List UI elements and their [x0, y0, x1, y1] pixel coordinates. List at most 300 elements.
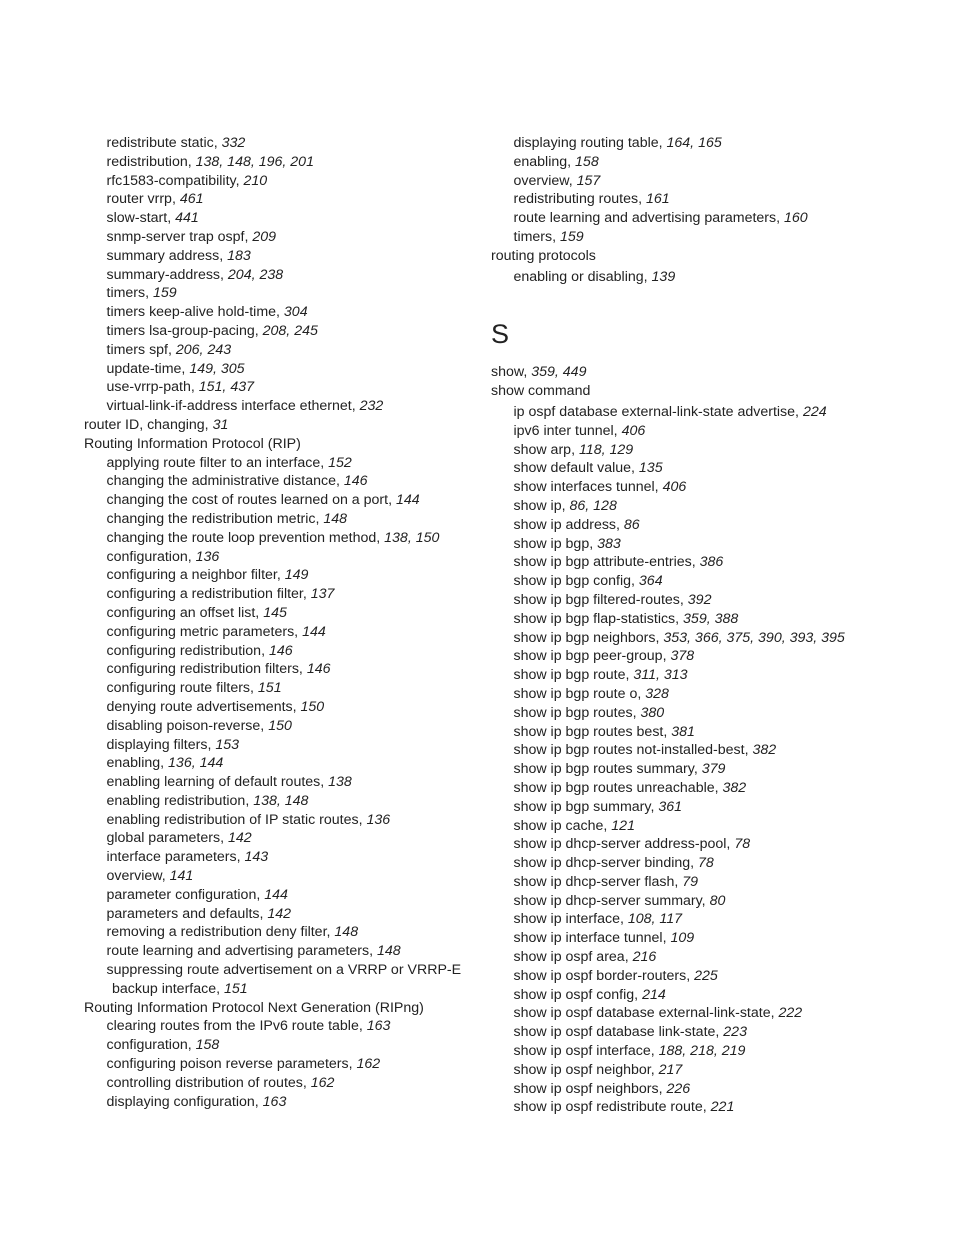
entry-term: redistribute static: [106, 135, 214, 151]
entry-term: show ip ospf redistribute route: [513, 1099, 703, 1116]
entry-page-numbers[interactable]: 144: [395, 492, 420, 509]
entry-page-numbers[interactable]: 222: [778, 1005, 803, 1022]
index-sub-entry: [84, 660, 474, 679]
entry-page-numbers[interactable]: 78: [698, 855, 714, 872]
entry-term: use-vrrp-path: [106, 379, 191, 396]
entry-separator: ,: [675, 610, 684, 627]
entry-page-numbers[interactable]: 311, 313: [633, 667, 688, 684]
index-sub-entry: [84, 247, 474, 266]
entry-term: changing the route loop prevention method: [106, 529, 377, 546]
entry-page-numbers[interactable]: 461: [179, 191, 204, 208]
entry-separator: ,: [298, 661, 307, 678]
index-sub-entry: [84, 623, 474, 642]
index-sub-entry: [491, 666, 891, 685]
entry-page-numbers[interactable]: 353, 366, 375, 390, 393, 395: [663, 629, 845, 646]
entry-page-numbers[interactable]: 232: [359, 398, 384, 415]
entry-separator: ,: [190, 379, 199, 396]
index-sub-entry: [84, 360, 474, 379]
section-letter-heading: S: [491, 319, 510, 350]
entry-term: timers keep-alive hold-time: [106, 304, 277, 321]
entry-separator: ,: [662, 930, 671, 947]
entry-separator: ,: [219, 247, 228, 264]
entry-page-numbers[interactable]: 406: [621, 422, 646, 439]
entry-page-numbers[interactable]: 225: [694, 967, 718, 984]
index-sub-entry: [84, 397, 474, 416]
index-sub-entry: [84, 942, 474, 961]
entry-separator: ,: [187, 153, 196, 170]
index-sub-entry: [491, 854, 891, 873]
entry-page-numbers[interactable]: 224: [802, 403, 827, 420]
entry-page-numbers[interactable]: 328: [645, 685, 669, 702]
index-sub-entry: [491, 967, 891, 986]
entry-separator: ,: [220, 266, 228, 283]
entry-separator: ,: [701, 892, 710, 909]
entry-page-numbers[interactable]: 378: [670, 648, 695, 665]
entry-page-numbers[interactable]: 160: [784, 210, 808, 227]
entry-term: show ip dhcp-server binding: [513, 855, 691, 872]
index-sub-entry: [491, 535, 891, 554]
entry-separator: ,: [567, 153, 576, 170]
entry-page-numbers[interactable]: 158: [195, 1037, 220, 1054]
entry-page-numbers[interactable]: 80: [709, 892, 726, 909]
index-main-entry: [491, 363, 891, 382]
entry-separator: ,: [256, 886, 265, 903]
entry-term: configuration: [106, 548, 188, 565]
entry-term: show ip dhcp-server summary: [513, 892, 702, 909]
entry-separator: ,: [650, 1043, 659, 1060]
index-sub-entry: [84, 548, 474, 567]
entry-page-numbers[interactable]: 164, 165: [666, 135, 722, 151]
entry-term: snmp-server trap ospf: [106, 228, 245, 245]
index-sub-entry: [84, 980, 474, 999]
index-sub-entry: [491, 741, 891, 760]
entry-separator: ,: [302, 586, 311, 603]
entry-separator: ,: [568, 172, 577, 189]
entry-term: enabling or disabling: [513, 268, 644, 285]
entry-page-numbers[interactable]: 382: [722, 779, 747, 796]
entry-term: show ip bgp routes: [513, 704, 633, 721]
entry-page-numbers[interactable]: 208, 245: [262, 322, 318, 339]
entry-term: configuring poison reverse parameters: [106, 1056, 349, 1073]
index-sub-entry: [491, 591, 891, 610]
entry-term: show ip ospf interface: [513, 1043, 651, 1060]
entry-separator: ,: [632, 704, 641, 721]
entry-term: show default value: [513, 460, 632, 477]
entry-page-numbers[interactable]: 146: [343, 473, 368, 490]
entry-page-numbers[interactable]: 136: [366, 811, 391, 828]
index-column-right: [491, 134, 891, 1117]
entry-page-numbers[interactable]: 210: [243, 172, 268, 189]
entry-term: configuration: [106, 1037, 188, 1054]
entry-page-numbers[interactable]: 141: [169, 868, 194, 885]
index-sub-entry: [491, 516, 891, 535]
entry-separator: ,: [358, 811, 367, 828]
entry-term: show interfaces tunnel: [513, 479, 655, 496]
entry-term: configuring metric parameters: [106, 623, 295, 640]
entry-page-numbers[interactable]: 79: [682, 873, 699, 890]
entry-term: configuring a redistribution filter: [106, 586, 303, 603]
entry-page-numbers[interactable]: 150: [300, 698, 325, 715]
entry-page-numbers[interactable]: 216: [632, 949, 657, 966]
entry-term: show ip bgp summary: [513, 798, 651, 815]
index-sub-entry: [491, 209, 891, 228]
entry-separator: ,: [561, 497, 570, 514]
entry-term: overview: [106, 868, 162, 885]
entry-page-numbers[interactable]: 382: [752, 742, 777, 759]
entry-page-numbers[interactable]: 162: [310, 1074, 335, 1091]
entry-separator: ,: [260, 717, 269, 734]
entry-page-numbers[interactable]: 361: [658, 798, 682, 815]
entry-term: show ip bgp config: [513, 573, 632, 590]
entry-term: disabling poison-reverse: [106, 717, 261, 734]
entry-separator: ,: [276, 304, 284, 321]
entry-separator: ,: [168, 341, 176, 358]
index-sub-entry: [491, 647, 891, 666]
entry-separator: ,: [795, 403, 803, 420]
index-sub-entry: [491, 798, 891, 817]
entry-page-numbers[interactable]: 138, 148, 196, 201: [195, 153, 314, 170]
entry-separator: ,: [571, 441, 579, 458]
entry-page-numbers[interactable]: 148: [334, 924, 359, 941]
entry-term: show ip dhcp-server flash: [513, 873, 675, 890]
entry-term: show ip bgp flap-statistics: [513, 610, 676, 627]
index-sub-entry: [84, 284, 474, 303]
entry-term: enabling redistribution of IP static routes: [106, 811, 359, 828]
entry-term: overview: [513, 172, 569, 189]
index-sub-entry: [84, 642, 474, 661]
entry-separator: ,: [650, 798, 659, 815]
entry-page-numbers[interactable]: 144: [264, 886, 288, 903]
entry-page-numbers[interactable]: 441: [175, 210, 199, 227]
index-sub-entry: [84, 341, 474, 360]
entry-page-numbers[interactable]: 149: [284, 567, 309, 584]
index-group-routing: [491, 134, 891, 286]
index-sub-entry: [84, 529, 474, 548]
entry-term: slow-start: [106, 210, 168, 227]
entry-term: redistribution: [106, 153, 188, 170]
index-sub-entry: [491, 153, 891, 172]
entry-separator: ,: [616, 516, 624, 533]
entry-page-numbers[interactable]: 149, 305: [189, 360, 245, 377]
entry-page-numbers[interactable]: 151: [224, 980, 248, 997]
entry-page-numbers[interactable]: 121: [611, 817, 635, 834]
index-sub-entry: [491, 478, 891, 497]
index-sub-entry: [491, 1023, 891, 1042]
entry-term: rfc1583-compatibility: [106, 172, 236, 189]
index-sub-entry: [491, 553, 891, 572]
index-sub-entry: [84, 679, 474, 698]
entry-page-numbers[interactable]: 383: [597, 535, 621, 552]
entry-page-numbers[interactable]: 223: [723, 1024, 747, 1041]
entry-separator: ,: [261, 642, 269, 659]
entry-separator: ,: [369, 943, 378, 960]
entry-term: show ip ospf database link-state: [513, 1024, 716, 1041]
entry-page-numbers[interactable]: 379: [701, 761, 726, 778]
entry-page-numbers[interactable]: 31: [212, 416, 229, 433]
entry-page-numbers[interactable]: 162: [356, 1056, 381, 1073]
entry-page-numbers[interactable]: 221: [710, 1099, 735, 1116]
entry-page-numbers[interactable]: 381: [671, 723, 695, 740]
entry-separator: ,: [351, 398, 360, 415]
entry-term: changing the cost of routes learned on a port: [106, 492, 389, 509]
entry-term: Routing Information Protocol Next Generation (RIPng): [84, 999, 424, 1016]
index-sub-entry: [491, 892, 891, 911]
entry-page-numbers[interactable]: 209: [252, 228, 277, 245]
entry-page-numbers[interactable]: 359, 388: [683, 610, 739, 627]
entry-separator: ,: [167, 210, 176, 227]
entry-term: changing the redistribution metric: [106, 510, 316, 527]
entry-page-numbers[interactable]: 161: [646, 191, 670, 208]
index-sub-entry: [491, 835, 891, 854]
entry-term: displaying configuration: [106, 1093, 255, 1110]
index-sub-entry: [491, 459, 891, 478]
entry-separator: ,: [259, 905, 268, 922]
entry-separator: ,: [650, 1061, 659, 1078]
index-main-entry: [491, 382, 891, 401]
entry-term: enabling learning of default routes: [106, 774, 321, 791]
entry-page-numbers[interactable]: 78: [734, 836, 751, 853]
index-sub-entry: [491, 685, 891, 704]
index-sub-entry: [491, 134, 891, 153]
entry-term: backup interface: [112, 980, 217, 997]
entry-page-numbers[interactable]: 150: [268, 717, 292, 734]
index-sub-entry: [491, 910, 891, 929]
entry-page-numbers[interactable]: 151, 437: [198, 379, 254, 396]
entry-term: show ip ospf database external-link-state: [513, 1005, 771, 1022]
entry-term: show ip address: [513, 516, 617, 533]
entry-separator: ,: [244, 228, 253, 245]
entry-page-numbers[interactable]: 152: [328, 454, 352, 471]
entry-separator: ,: [663, 723, 672, 740]
entry-page-numbers[interactable]: 138: [328, 774, 352, 791]
entry-term: show ip bgp routes summary: [513, 761, 694, 778]
index-sub-entry: [84, 1055, 474, 1074]
index-sub-entry: [84, 886, 474, 905]
index-sub-entry: [491, 1042, 891, 1061]
index-sub-entry: [84, 1093, 474, 1112]
entry-separator: ,: [744, 742, 753, 759]
entry-term: show arp: [513, 441, 572, 458]
entry-separator: ,: [643, 268, 652, 285]
index-sub-entry: [491, 1061, 891, 1080]
index-group-s: [491, 363, 891, 1117]
index-sub-entry: [491, 403, 891, 422]
entry-separator: ,: [376, 529, 385, 546]
index-sub-entry: [84, 961, 474, 980]
entry-separator: ,: [631, 460, 639, 477]
index-sub-entry: [491, 723, 891, 742]
entry-page-numbers[interactable]: 118, 129: [578, 441, 634, 458]
entry-term: virtual-link-if-address interface ethernet: [106, 398, 352, 415]
entry-separator: ,: [715, 1024, 724, 1041]
entry-separator: ,: [589, 535, 598, 552]
entry-term: show ip ospf neighbor: [513, 1061, 651, 1078]
entry-term: show ip bgp attribute-entries: [513, 554, 692, 571]
entry-term: Routing Information Protocol (RIP): [84, 435, 301, 452]
entry-page-numbers[interactable]: 109: [670, 930, 695, 947]
entry-page-numbers[interactable]: 406: [662, 479, 687, 496]
entry-separator: ,: [255, 604, 264, 621]
entry-page-numbers[interactable]: 136: [195, 548, 220, 565]
entry-page-numbers[interactable]: 159: [560, 228, 584, 245]
index-sub-entry: [491, 497, 891, 516]
entry-term: show ip interface tunnel: [513, 930, 663, 947]
entry-separator: ,: [690, 855, 699, 872]
entry-page-numbers[interactable]: 206, 243: [175, 341, 232, 358]
entry-page-numbers[interactable]: 188, 218, 219: [658, 1043, 746, 1060]
index-sub-entry: [84, 228, 474, 247]
entry-separator: ,: [619, 911, 628, 928]
entry-separator: ,: [714, 779, 723, 796]
entry-page-numbers[interactable]: 163: [262, 1093, 287, 1110]
entry-separator: ,: [523, 364, 532, 381]
entry-separator: ,: [655, 629, 664, 646]
index-sub-entry: [84, 792, 474, 811]
entry-page-numbers[interactable]: 214: [642, 986, 666, 1003]
index-sub-entry: [84, 585, 474, 604]
entry-page-numbers[interactable]: 148: [323, 510, 348, 527]
entry-page-numbers[interactable]: 142: [227, 830, 252, 847]
index-main-entry: [84, 999, 474, 1018]
index-sub-entry: [84, 905, 474, 924]
entry-separator: ,: [216, 980, 224, 997]
entry-page-numbers[interactable]: 158: [575, 153, 599, 170]
entry-term: controlling distribution of routes: [106, 1074, 303, 1091]
index-sub-entry: [84, 322, 474, 341]
entry-separator: ,: [658, 135, 667, 151]
entry-separator: ,: [220, 830, 228, 847]
entry-term: show ip dhcp-server address-pool: [513, 836, 727, 853]
entry-page-numbers[interactable]: 332: [221, 135, 246, 151]
entry-term: route learning and advertising parameters: [513, 210, 777, 227]
entry-term: denying route advertisements: [106, 698, 293, 715]
entry-term: show ip: [513, 497, 562, 514]
entry-page-numbers[interactable]: 146: [268, 642, 293, 659]
index-sub-entry: [491, 704, 891, 723]
entry-page-numbers[interactable]: 359, 449: [531, 364, 587, 381]
index-main-entry: [491, 247, 891, 266]
entry-term: enabling: [106, 755, 161, 772]
index-sub-entry: [84, 923, 474, 942]
index-sub-entry: [491, 228, 891, 247]
index-sub-entry: [84, 754, 474, 773]
entry-term: show ip interface: [513, 911, 620, 928]
entry-term: show: [491, 364, 524, 381]
entry-separator: ,: [693, 761, 702, 778]
entry-page-numbers[interactable]: 386: [699, 554, 724, 571]
entry-page-numbers[interactable]: 380: [640, 704, 665, 721]
entry-term: configuring a neighbor filter: [106, 567, 277, 584]
entry-page-numbers[interactable]: 136, 144: [168, 755, 224, 772]
index-sub-entry: [84, 811, 474, 830]
entry-term: show ip bgp routes not-installed-best: [513, 742, 745, 759]
entry-separator: ,: [292, 698, 301, 715]
entry-page-numbers[interactable]: 163: [366, 1018, 391, 1035]
entry-page-numbers[interactable]: 153: [215, 736, 239, 753]
entry-term: show command: [491, 383, 591, 400]
index-sub-entry: [84, 1036, 474, 1055]
entry-page-numbers[interactable]: 137: [310, 586, 335, 603]
entry-term: removing a redistribution deny filter: [106, 924, 327, 941]
entry-page-numbers[interactable]: 135: [638, 460, 663, 477]
entry-page-numbers[interactable]: 86, 128: [569, 497, 617, 514]
entry-page-numbers[interactable]: 157: [576, 172, 601, 189]
entry-separator: ,: [631, 573, 639, 590]
entry-separator: ,: [245, 792, 254, 809]
entry-term: parameter configuration: [106, 886, 257, 903]
entry-separator: ,: [294, 623, 303, 640]
entry-term: timers: [106, 285, 146, 302]
entry-separator: ,: [679, 591, 688, 608]
index-sub-entry: [84, 698, 474, 717]
entry-page-numbers[interactable]: 148: [377, 943, 401, 960]
entry-separator: ,: [776, 210, 785, 227]
entry-separator: ,: [625, 667, 634, 684]
index-sub-entry: [84, 566, 474, 585]
entry-term: summary address: [106, 247, 220, 264]
entry-separator: ,: [770, 1005, 779, 1022]
entry-term: enabling: [513, 153, 568, 170]
index-sub-entry: [491, 172, 891, 191]
entry-term: show ip ospf border-routers: [513, 967, 687, 984]
entry-page-numbers[interactable]: 159: [153, 285, 177, 302]
entry-page-numbers[interactable]: 217: [658, 1061, 683, 1078]
entry-separator: ,: [187, 548, 196, 565]
entry-separator: ,: [320, 774, 329, 791]
entry-page-numbers[interactable]: 304: [283, 304, 308, 321]
entry-page-numbers[interactable]: 86: [623, 516, 640, 533]
entry-page-numbers[interactable]: 392: [687, 591, 712, 608]
entry-page-numbers[interactable]: 138, 148: [253, 792, 309, 809]
entry-page-numbers[interactable]: 139: [651, 268, 676, 285]
entry-page-numbers[interactable]: 183: [227, 247, 251, 264]
entry-term: show ip ospf neighbors: [513, 1080, 659, 1097]
index-sub-entry: [84, 378, 474, 397]
entry-separator: ,: [161, 868, 170, 885]
index-sub-entry: [491, 190, 891, 209]
entry-term: applying route filter to an interface: [106, 454, 321, 471]
entry-term: router ID, changing: [84, 416, 205, 433]
index-sub-entry: [84, 773, 474, 792]
entry-separator: ,: [254, 1093, 263, 1110]
entry-page-numbers[interactable]: 204, 238: [227, 266, 284, 283]
index-sub-entry: [491, 610, 891, 629]
entry-separator: ,: [662, 648, 671, 665]
entry-term: routing protocols: [491, 247, 596, 264]
entry-page-numbers[interactable]: 144: [302, 623, 326, 640]
entry-page-numbers[interactable]: 146: [306, 661, 331, 678]
index-sub-entry: [84, 848, 474, 867]
entry-page-numbers[interactable]: 151: [257, 680, 282, 697]
index-sub-entry: [84, 867, 474, 886]
entry-separator: ,: [207, 736, 216, 753]
entry-term: timers spf: [106, 341, 168, 358]
entry-page-numbers[interactable]: 143: [244, 849, 269, 866]
entry-term: timers lsa-group-pacing: [106, 322, 255, 339]
entry-page-numbers[interactable]: 142: [267, 905, 292, 922]
entry-separator: ,: [302, 1074, 311, 1091]
entry-term: show ip bgp neighbors: [513, 629, 656, 646]
entry-page-numbers[interactable]: 364: [638, 573, 663, 590]
entry-page-numbers[interactable]: 108, 117: [627, 911, 683, 928]
entry-page-numbers[interactable]: 226: [666, 1080, 691, 1097]
entry-page-numbers[interactable]: 145: [263, 604, 287, 621]
index-sub-entry: [491, 779, 891, 798]
index-sub-entry: [491, 629, 891, 648]
entry-term: parameters and defaults: [106, 905, 260, 922]
entry-page-numbers[interactable]: 138, 150: [384, 529, 440, 546]
index-column-left: [84, 134, 474, 1111]
